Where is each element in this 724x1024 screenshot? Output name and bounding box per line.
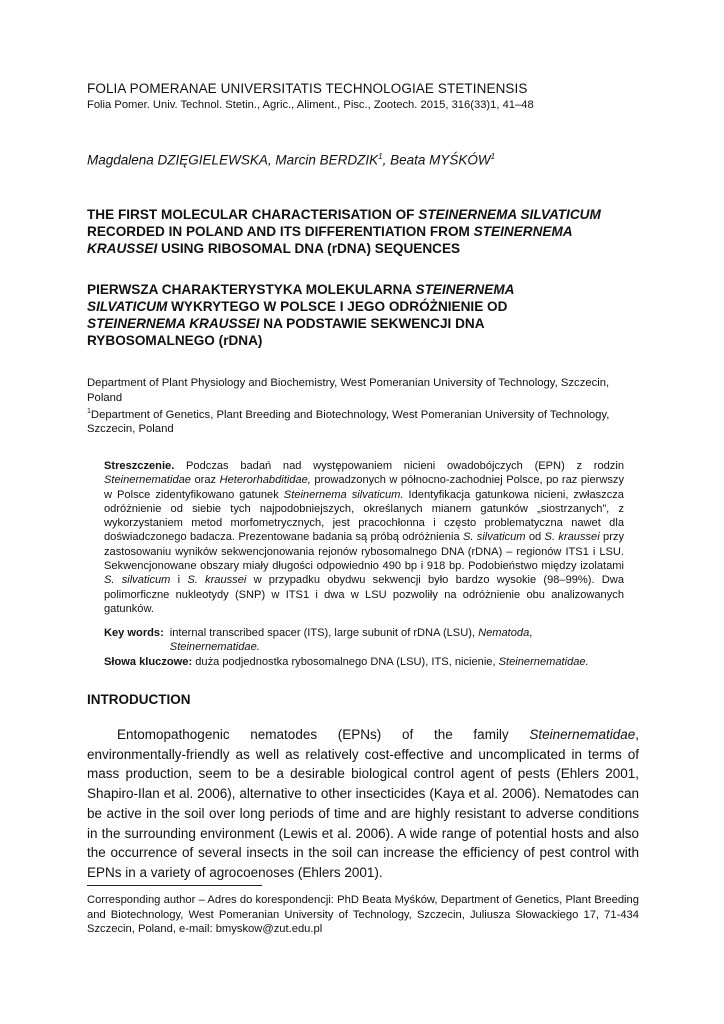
author-3: , Beata MYŚKÓW [382,152,491,168]
abstract [104,459,624,616]
title-pl-species: STEINERNEMA KRAUSSEI [87,316,260,331]
author-1: Magdalena DZIĘGIELEWSKA, [87,152,276,168]
affiliations [87,376,617,437]
abstract-taxon: S. silvaticum [462,531,526,544]
abstract-text: od [525,531,545,544]
keywords-en-text [164,626,624,655]
keywords-english [104,626,624,655]
abstract-text: i [170,574,188,587]
intro-taxon: Steinernematidae [529,727,636,742]
affiliation-2-mark: 1 [87,408,91,415]
abstract-taxon: Steinernematidae [104,474,191,487]
keyword-taxon: Nematoda [478,627,530,639]
title-en-part: RECORDED IN POLAND AND ITS DIFFERENTIATION FROM [87,224,474,239]
author-2: Marcin BERDZIK [275,152,379,168]
abstract-text: przy zastosowaniu wyników sekwencjonowania rejonów rybosomalnego DNA (rDNA) – regionów ITS1 i LSU. Sekwencjonowane obszary miały długości odpowiednio 490 bp i 918 bp. Podobieństwo między izolatami [104,531,624,573]
abstract-taxon: Heterorhabditidae, [219,474,311,487]
introduction-paragraph [87,725,639,883]
abstract-taxon: S. kraussei [187,574,247,587]
keyword-text: , [529,627,533,639]
journal-citation: Folia Pomer. Univ. Technol. Stetin., Agric., Aliment., Pisc., Zootech. 2015, 316(33)1, 41–48 [87,99,534,111]
journal-title: FOLIA POMERANAE UNIVERSITATIS TECHNOLOGIAE STETINENSIS [87,81,528,96]
author-3-affiliation-mark: 1 [490,152,496,161]
abstract-text: w przypadku obydwu sekwencji było bardzo wysokie (98–99%). Dwa polimorficzne nukleotydy (SNP) w ITS1 i dwa w LSU pozwoliły na odróżnienie obu analizowanych gatunków. [104,574,624,615]
title-pl-part: PIERWSZA CHARAKTERYSTYKA MOLEKULARNA [87,282,416,297]
title-pl-part: NA PODSTAWIE SEKWENCJI DNA RYBOSOMALNEGO (rDNA) [87,316,485,348]
abstract-taxon: S. kraussei [544,531,600,544]
title-english [87,206,632,257]
abstract-label: Streszczenie. [104,460,175,472]
title-pl-part: WYKRYTEGO W POLSCE I JEGO ODRÓŻNIENIE OD [167,299,508,314]
title-en-part: THE FIRST MOLECULAR CHARACTERISATION OF [87,207,419,222]
abstract-text: Podczas badań nad występowaniem nicieni owadobójczych (EPN) z rodzin [174,460,624,472]
keyword-taxon: Steinernematidae. [498,655,589,668]
abstract-taxon: S. silvaticum [104,574,171,587]
section-heading-introduction: INTRODUCTION [87,692,191,707]
abstract-text: oraz [190,474,220,487]
author-list [87,152,639,168]
intro-text: Entomopathogenic nematodes (EPNs) of the family [117,727,530,742]
abstract-text: Identyfikacja gatunkowa nicieni, zwłaszcza odróżnienie od siebie tych najpodobniejszych, określanych mianem gatunków „siostrzanych”, z wykorzystaniem metod morfometrycznych, jest pracochłonna i często problematyczna nawet dla doświadczonego badacza. Prezentowane badania są próbą odróżnienia [104,488,624,544]
keywords [104,626,624,669]
title-polish [87,281,587,349]
author-2-affiliation-mark: 1 [378,152,383,161]
intro-text: , environmentally-friendly as well as relatively cost-effective and uncomplicated in terms of mass production, seem to be a desirable biological control agent of pests (Ehlers 2001, Shapiro-Ilan et al. 2006), alternative to other insecticides (Kaya et al. 2006). Nematodes can be active in the soil over long periods of time and are highly resistant to adverse conditions in the surrounding environment (Lewis et al. 2006). A wide range of potential hosts and also the occurrence of several insects in the soil can increase the efficiency of pest control with EPNs in a variety of agrocoenoses (Ehlers 2001). [87,727,639,880]
keywords-en-label: Key words: [104,627,164,639]
title-en-species: STEINERNEMA SILVATICUM [418,207,601,222]
title-en-species: STEINERNEMA KRAUSSEI [87,224,573,256]
title-pl-species: STEINERNEMA SILVATICUM [87,282,514,314]
keywords-pl-label: Słowa kluczowe: [104,655,193,668]
affiliation-2 [87,405,617,437]
footnote-divider [87,885,262,886]
abstract-taxon: Steinernema silvaticum. [283,488,404,501]
keywords-polish [104,655,624,669]
keyword-text: duża podjednostka rybosomalnego DNA (LSU), ITS, nicienie, [192,655,499,668]
title-en-part: USING RIBOSOMAL DNA (rDNA) SEQUENCES [157,241,461,256]
abstract-text: prowadzonych w północno-zachodniej Polsce, po raz pierwszy w Polsce zidentyfikowano gatunek [104,474,625,501]
keyword-text: internal transcribed spacer (ITS), large subunit of rDNA (LSU), [169,627,479,639]
corresponding-author-footnote: Corresponding author – Adres do korespondencji: PhD Beata Myśków, Department of Genetics, Plant Breeding and Biotechnology, West Pomeranian University of Technology, Szczecin, Juliusza Słowackiego 17, 71-434 Szczecin, Poland, e-mail: bmyskow@zut.edu.pl [87,894,639,936]
keyword-taxon: Steinernematidae. [169,641,260,654]
affiliation-1: Department of Plant Physiology and Biochemistry, West Pomeranian University of Technology, Szczecin, Poland [87,377,610,404]
affiliation-2-text: Department of Genetics, Plant Breeding and Biotechnology, West Pomeranian University of Technology, Szczecin, Poland [87,408,610,436]
